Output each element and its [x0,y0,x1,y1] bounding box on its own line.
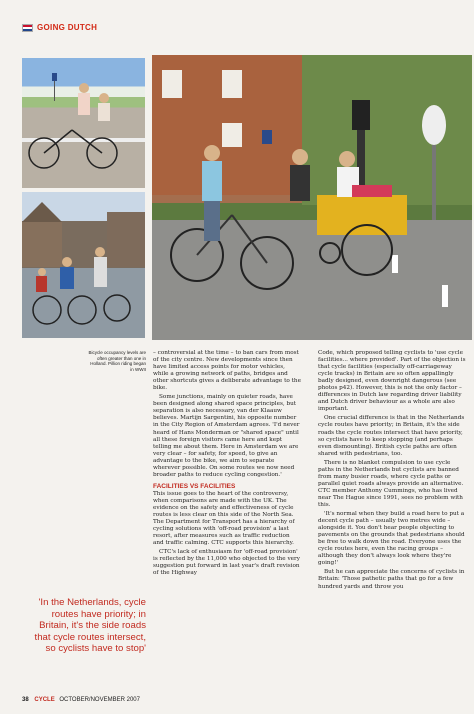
photo-cargo-bike-street [152,55,472,340]
photo-beach-cyclists [22,58,145,188]
paragraph: – controversial at the time – to ban cars from most of the city centre. New developments since then have limited access points for motor vehicles, while a growing network of paths, bridges and other shortcuts gives a deliberate advantage to the bike. [153,350,301,392]
subheading: FACILITIES VS FACILITIES [153,482,236,490]
paragraph: 'It's normal when they build a road here to put a decent cycle path – usually two metres wide – alongside it. You don't hear people objecting to pavements on the grounds that pedestrians should be free to walk down the road. Everyone uses the cycle routes here, even the racing groups – although they don't always look where they're going!' [318,511,465,567]
paragraph: One crucial difference is that in the Netherlands cycle routes have priority; in Britain, it's the side roads the cycle routes intersect that have priority, so cyclists have to keep stopping (and perhaps even dismounting). British cycle paths are often shared with pedestrians, too. [318,415,465,457]
paragraph: CTC's lack of enthusiasm for 'off-road provision' is reflected by the 11,000 who objected to the very suggestion put forward in last year's draft revision of the Highway [153,549,300,577]
magazine-name: CYCLE [34,697,55,703]
pull-quote: 'In the Netherlands, cycle routes have priority; in Britain, it's the side roads that cycle routes intersect, so cyclists have to stop' [34,597,146,654]
paragraph: Some junctions, mainly on quieter roads, have been designed along shared space principles, but separation is also necessary, van der Klaauw believes. Martijn Sargentini, his opposite number in the City Region of Amsterdam agrees. 'I'd never heard of Hans Monderman or "shared space" until all these foreign visitors came here and kept telling me about them. Here in Amsterdam we are very clear – for safety, for speed, to give an advantage to the bike, we aim to separate wherever possible. On some routes we now need broader paths to reduce cycling congestion.' [153,394,300,478]
photo-caption: Bicycle occupancy levels are often greater than one in Holland. Pillion riding began in WWII [88,350,146,372]
article-column-2 [318,350,466,593]
section-header [22,23,97,32]
issue-date: OCTOBER/NOVEMBER 2007 [59,697,140,703]
paragraph: Code, which proposed telling cyclists to 'use cycle facilities... where provided'. Part of the objection is that cycle facilities (especially off-carriageway cycle tracks) in Britain are so often appallingly badly designed, even downright dangerous (see photos p42). However, this is not the only factor – differences in Dutch law regarding driver liability and Dutch driver behaviour as a whole are also important. [318,350,466,413]
photo-town-cyclists [22,192,145,338]
dutch-flag-icon [22,24,33,32]
page-number: 38 [22,697,29,703]
paragraph: But he can appreciate the concerns of cyclists in Britain: 'Those pathetic paths that go for a few hundred yards and throw you [318,569,465,590]
paragraph: There is no blanket compulsion to use cycle paths in the Netherlands but cyclists are banned from many busier roads, where cycle paths or parallel quiet roads always provide an alternative. CTC member Anthony Cummings, who has lived near The Hague since 1991, sees no problem with this. [318,459,464,508]
section-title: GOING DUTCH [37,23,98,32]
paragraph: This issue goes to the heart of the controversy, when comparisons are made with the UK. The evidence on the safety and effectiveness of cycle routes is less clear on this side of the North Sea. The Department for Transport has a hierarchy of cycling solutions with 'off-road provision' a last resort, after measures such as traffic reduction and traffic calming. CTC supports this hierarchy. [153,490,295,547]
article-column-1 [153,350,301,579]
page-footer [22,697,140,703]
